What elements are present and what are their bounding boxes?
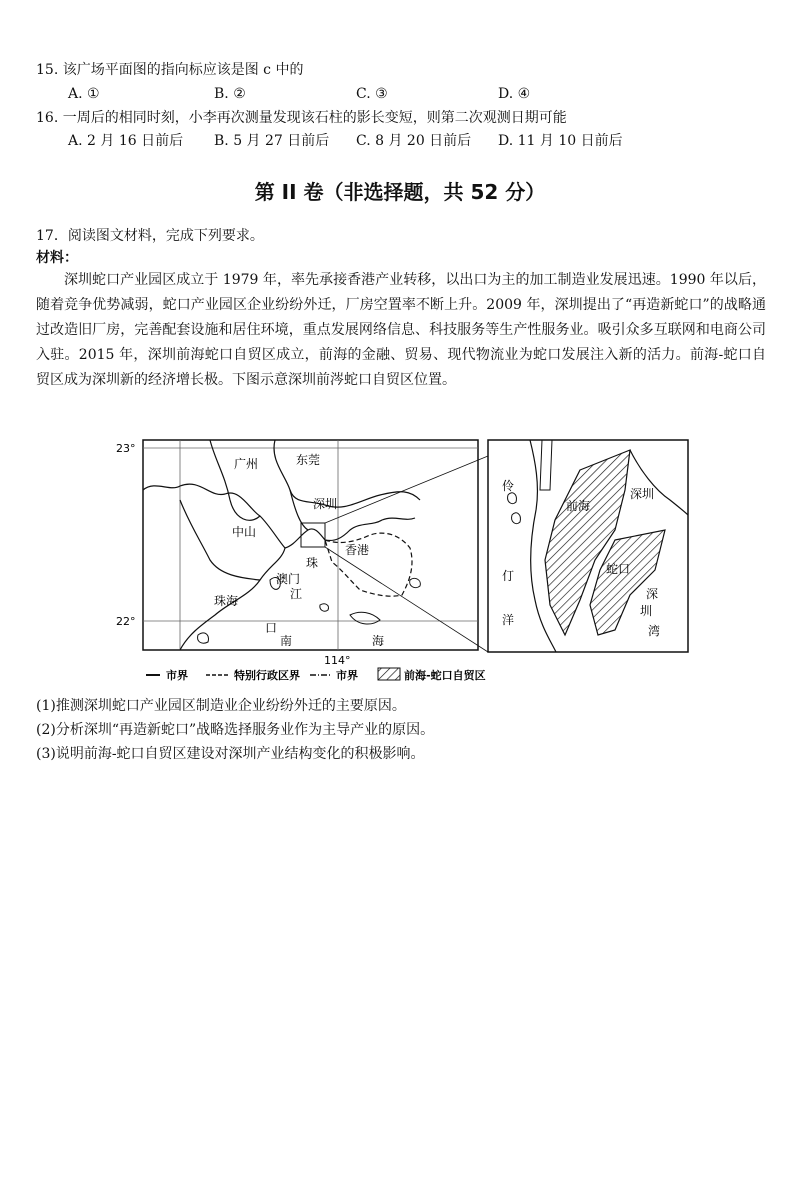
label-zhu: 珠 [306,556,319,570]
inset-label-yang: 洋 [502,613,515,627]
label-shenzhen: 深圳 [313,497,338,511]
inset-label-shen: 深 [646,587,659,601]
q15-stem: 15. 该广场平面图的指向标应该是图 c 中的 [36,62,304,78]
inset-label-shenzhen: 深圳 [630,487,655,501]
q15-option-c: C. ③ [356,86,388,102]
q16-option-c: C. 8 月 20 日前后 [356,133,472,149]
legend-sar-border-label: 特别行政区界 [234,669,300,682]
legend-ftz-label: 前海-蛇口自贸区 [404,669,486,682]
label-dongguan: 东莞 [296,453,321,467]
q16-stem: 16. 一周后的相同时刻，小李再次测量发现该石柱的影长变短，则第二次观测日期可能 [36,110,567,126]
label-zhuhai: 珠海 [214,594,239,608]
label-nan: 南 [280,634,293,648]
material-label: 材料： [36,250,78,266]
q17-stem: 17．阅读图文材料，完成下列要求。 [36,228,264,244]
q16-option-a: A. 2 月 16 日前后 [68,133,184,149]
inset-label-wan: 湾 [648,624,661,638]
material-paragraph: 深圳蛇口产业园区成立于 1979 年，率先承接香港产业转移，以出口为主的加工制造业发展迅速。1990 年以后，随着竞争优势减弱，蛇口产业园区企业纷纷外迁，厂房空置率不断上升。2009 年，深圳提出了“再造新蛇口”的战略通过改造旧厂房，完善配套设施和居住环境，重点发展网络信息、科技服务等生产性服务业。吸引众多互联网和电商公司入驻。2015 年，深圳前海蛇口自贸区成立，前海的金融、贸易、现代物流业为蛇口发展注入新的活力。前海-蛇口自贸区成为深圳新的经济增长极。下图示意深圳前涔蛇口自贸区位置。 [36,272,766,388]
q15-option-d: D. ④ [498,86,531,102]
label-hai: 海 [372,634,385,648]
map-figure [110,430,700,690]
label-hongkong: 香港 [345,543,370,557]
q16-option-b: B. 5 月 27 日前后 [214,133,330,149]
label-guangzhou: 广州 [234,457,259,471]
label-jiang: 江 [290,587,303,601]
main-map-frame [143,440,478,650]
inset-label-ding: 仃 [502,569,515,583]
q15-option-b: B. ② [214,86,246,102]
label-macau: 澳门 [276,572,301,586]
legend-ftz-symbol [378,668,400,680]
q17-question-3: (3)说明前海-蛇口自贸区建设对深圳产业结构变化的积极影响。 [36,746,425,762]
label-kou: 口 [265,621,278,635]
label-zhongshan: 中山 [232,525,257,539]
legend-city-border-label: 市界 [166,669,188,682]
inset-label-zhen: 圳 [640,604,653,618]
lat-22-label: 22° [116,615,136,628]
legend-city-border2-label: 市界 [336,669,358,682]
lat-23-label: 23° [116,442,136,455]
q17-question-2: (2)分析深圳“再造新蛇口”战略选择服务业作为主导产业的原因。 [36,722,435,738]
inset-label-shekou: 蛇口 [606,562,631,576]
lon-114-label: 114° [324,654,351,667]
q16-option-d: D. 11 月 10 日前后 [498,133,623,149]
q15-option-a: A. ① [68,86,100,102]
q17-question-1: (1)推测深圳蛇口产业园区制造业企业纷纷外迁的主要原因。 [36,698,406,714]
inset-label-qianhai: 前海 [566,499,591,513]
section-title: 第 II 卷（非选择题，共 52 分） [254,180,546,204]
inset-label-ling: 伶 [502,479,515,493]
